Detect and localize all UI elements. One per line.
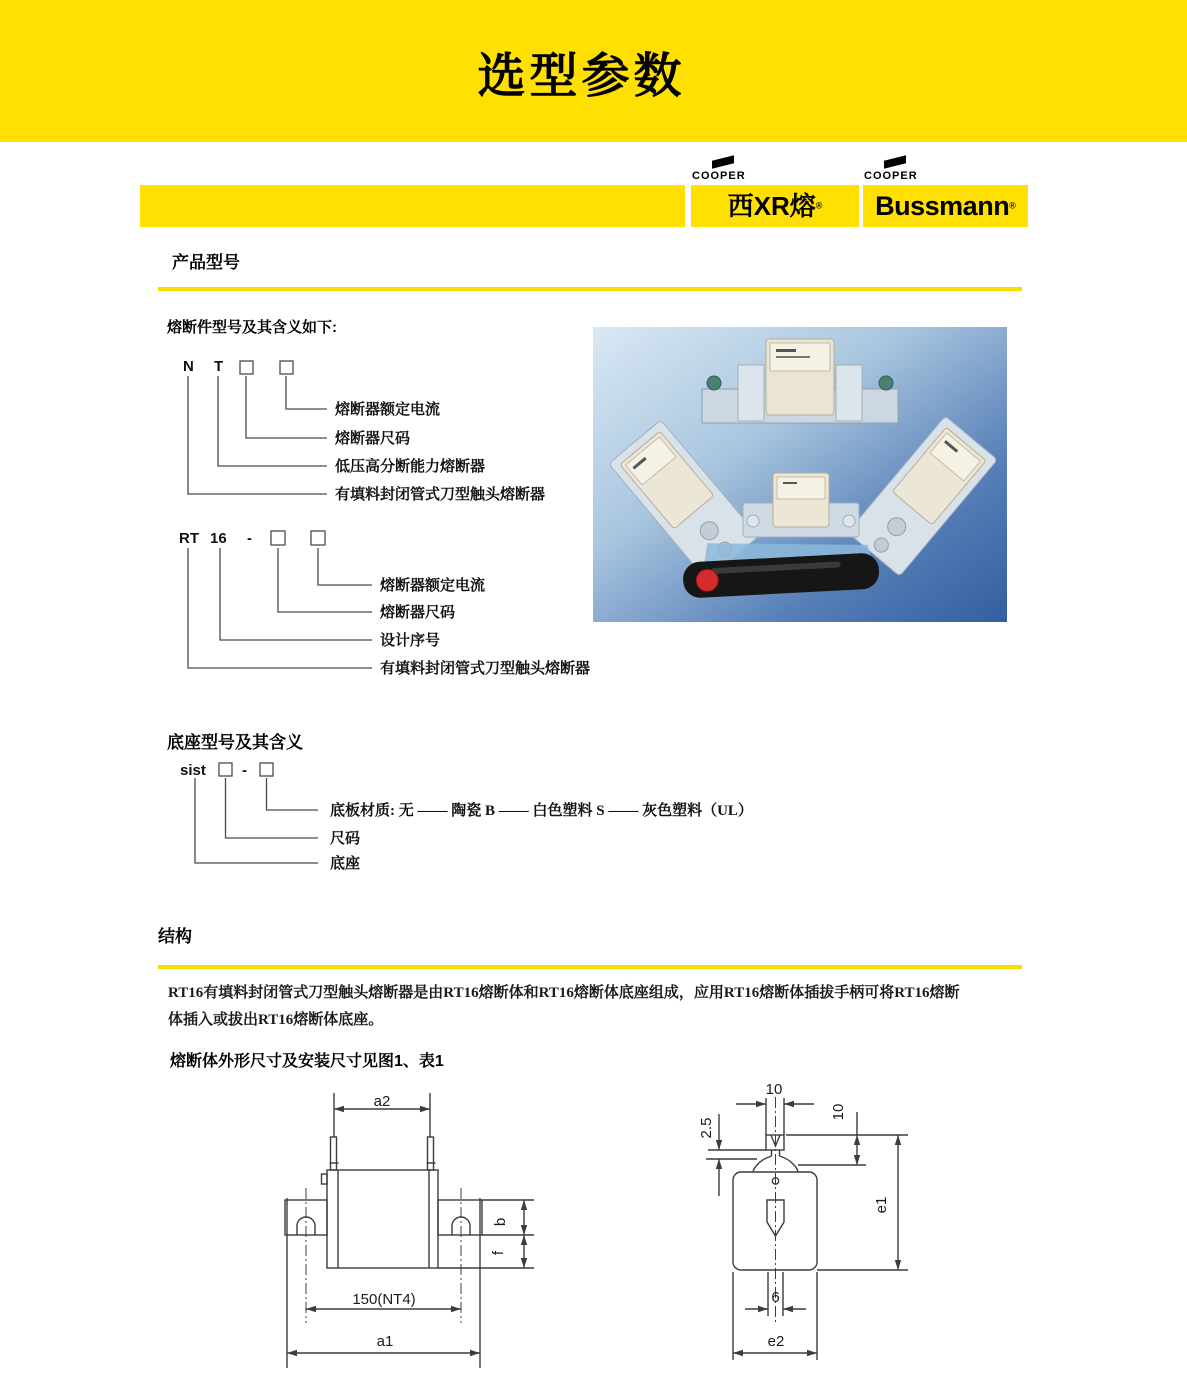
nt-model-diagram [150, 352, 630, 512]
base-label-material: 底板材质: 无 —— 陶瓷 B —— 白色塑料 S —— 灰色塑料（UL） [330, 803, 753, 819]
dim-f: f [490, 1250, 507, 1256]
leader-line [220, 548, 372, 640]
dim-150nt4: 150(NT4) [352, 1291, 416, 1308]
bussmann-reg-mark: ® [1009, 200, 1016, 211]
dim-b: b [492, 1217, 509, 1227]
page-title: 选型参数 [477, 49, 686, 103]
base-code-box [219, 763, 232, 776]
section-heading-base-model: 底座型号及其含义 [167, 733, 303, 752]
bussmann-logo: Bussmann [875, 191, 1010, 221]
dim-e2: e2 [767, 1333, 785, 1350]
dim-2-5: 2.5 [698, 1117, 715, 1139]
rt-label-fuse-type: 有填料封闭管式刀型触头熔断器 [380, 661, 591, 677]
nt-label-size: 熔断器尺码 [335, 431, 411, 447]
section-rule [158, 965, 1022, 969]
section-rule [158, 287, 1022, 291]
leader-line [218, 376, 327, 466]
figure1-caption: 熔断体外形尺寸及安装尺寸见图1、表1 [170, 1053, 444, 1070]
dim-e1: e1 [873, 1196, 890, 1214]
rt-code-box [271, 531, 285, 545]
base-label-size: 尺码 [330, 831, 361, 847]
nt-code-n: N [183, 358, 194, 375]
leader-line [226, 778, 319, 838]
section-heading-structure: 结构 [158, 927, 192, 946]
dim-a1: a1 [376, 1333, 394, 1350]
xirong-reg-mark: ® [815, 200, 823, 211]
drawing-front-view [285, 1093, 534, 1368]
bussmann-logo-box [863, 185, 1028, 227]
cooper-wordmark-right: COOPER [864, 170, 918, 182]
leader-line [267, 778, 319, 810]
rt-model-diagram [150, 522, 670, 692]
nt-label-breaking-capacity: 低压高分断能力熔断器 [335, 459, 486, 475]
section-heading-product-model: 产品型号 [172, 253, 240, 272]
cooper-flag-icon [884, 155, 906, 168]
base-code-box [260, 763, 273, 776]
nt-code-t: T [214, 358, 224, 375]
structure-paragraph [168, 980, 960, 1034]
title-banner [0, 0, 1187, 142]
base-label-base: 底座 [330, 856, 361, 872]
leader-line [188, 376, 327, 494]
dim-6: 6 [771, 1289, 780, 1306]
nt-code-box [240, 361, 253, 374]
dim-right10: 10 [830, 1103, 847, 1121]
product-photo [593, 327, 1007, 622]
structure-paragraph-line1: RT16有填料封闭管式刀型触头熔断器是由RT16熔断体和RT16熔断体底座组成，应用RT16熔断体插拔手柄可将RT16熔断 [168, 985, 960, 1001]
rt-label-size: 熔断器尺码 [380, 605, 456, 621]
rt-code-16: 16 [210, 530, 227, 547]
base-code-dash: - [242, 762, 247, 779]
base-code-sist: sist [180, 762, 206, 779]
rt-label-rated-current: 熔断器额定电流 [380, 578, 486, 594]
nt-label-fuse-type: 有填料封闭管式刀型触头熔断器 [335, 487, 546, 503]
cooper-flag-icon [712, 155, 734, 168]
structure-paragraph-line2: 体插入或拔出RT16熔断体底座。 [168, 1012, 384, 1028]
leader-line [278, 548, 372, 612]
xirong-logo-box [691, 185, 859, 227]
rt-code-rt: RT [179, 530, 199, 547]
leader-line [188, 548, 372, 668]
rt-code-dash: - [247, 530, 252, 547]
fuse-model-intro: 熔断件型号及其含义如下: [167, 319, 337, 336]
base-model-diagram [150, 752, 810, 877]
rt-label-design-series: 设计序号 [380, 633, 441, 649]
figure1-drawings [0, 1080, 1187, 1385]
drawing-side-view [698, 1081, 908, 1360]
rt-code-box [311, 531, 325, 545]
leader-line [195, 778, 318, 863]
nt-label-rated-current: 熔断器额定电流 [335, 402, 441, 418]
dim-top10: 10 [765, 1081, 783, 1098]
nt-code-box [280, 361, 293, 374]
cooper-wordmark-left: COOPER [692, 170, 746, 182]
leader-line [318, 548, 372, 585]
xirong-logo: 西XR熔 [727, 191, 816, 221]
leader-line [286, 376, 327, 409]
dim-a2: a2 [373, 1093, 391, 1110]
logo-strip-bar [140, 185, 685, 227]
